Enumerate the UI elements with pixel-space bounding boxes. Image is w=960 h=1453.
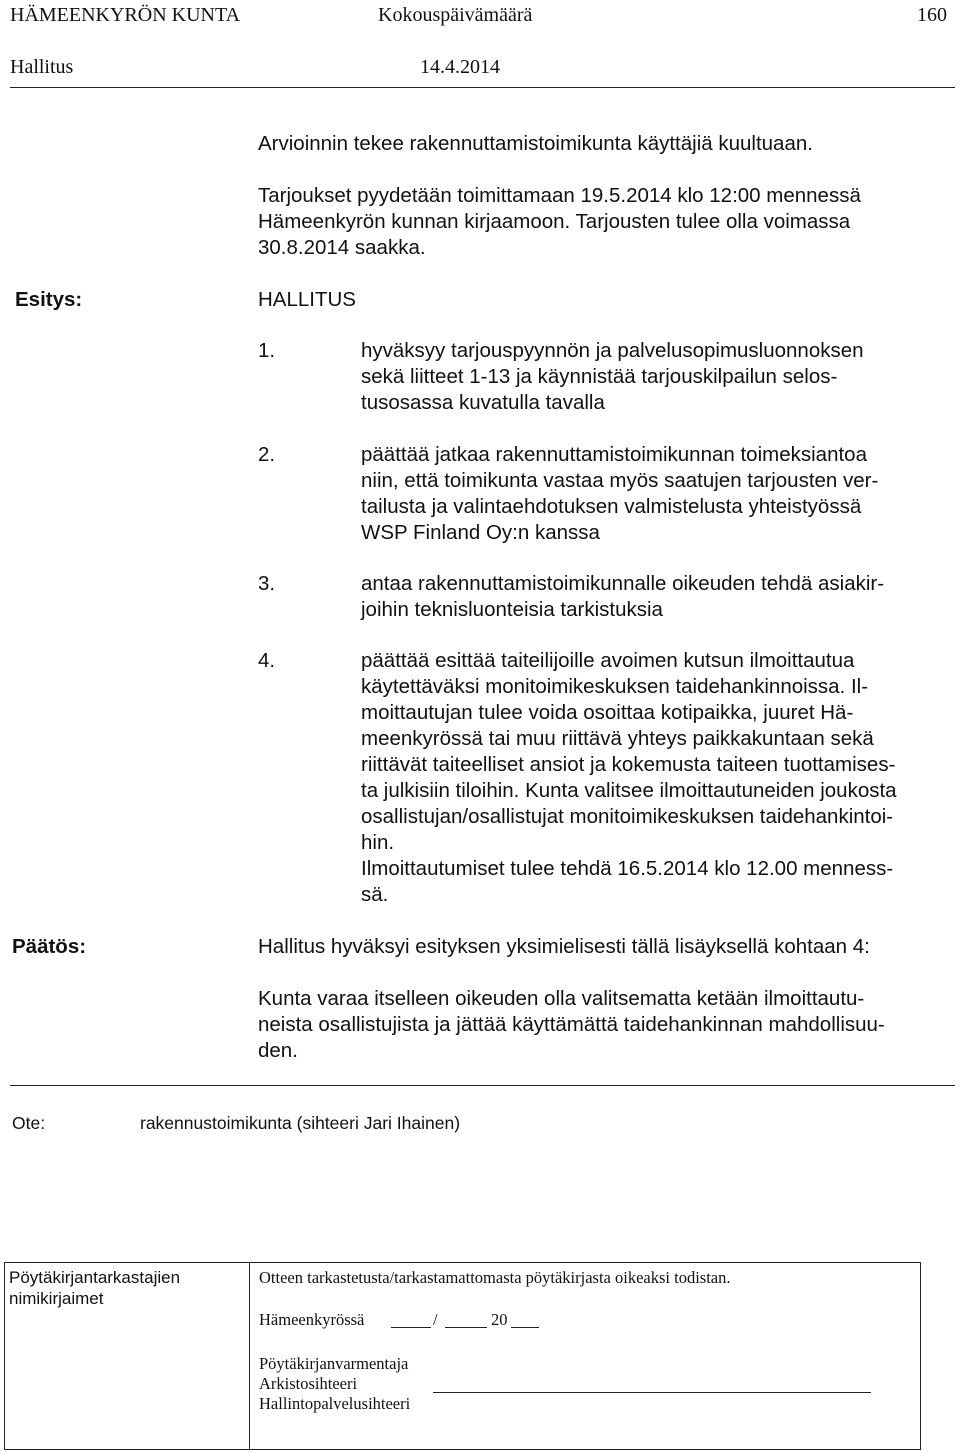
esitys-label: Esitys: [15, 288, 83, 311]
signing-place: Hämeenkyrössä [259, 1310, 365, 1329]
item-line: niin, että toimikunta vastaa myös saatujen tarjousten ver- [361, 469, 879, 492]
reviewers-initials-label [9, 1267, 180, 1309]
item-line: tailusta ja valintaehdotuksen valmistelusta yhteistyössä [361, 495, 862, 518]
paatos-line-3: neista osallistujista ja jättää käyttämättä taidehankinnan mahdollisuu- [258, 1013, 885, 1036]
ote-label: Ote: [12, 1113, 46, 1133]
item-line: ta julkisiin tiloihin. Kunta valitsee ilmoittautuneiden joukosta [361, 779, 897, 802]
meeting-date: 14.4.2014 [420, 56, 500, 78]
signature-line [433, 1392, 871, 1393]
item-line: päättää jatkaa rakennuttamistoimikunnan toimeksiantoa [361, 443, 867, 466]
signer-role: Arkistosihteeri [259, 1374, 358, 1393]
proposal-item-1 [361, 338, 864, 416]
certification-box-divider [249, 1263, 250, 1449]
item-number: 4. [258, 649, 276, 672]
item-number: 3. [258, 572, 276, 595]
month-blank-line [445, 1327, 487, 1328]
intro-line-3: Hämeenkyrön kunnan kirjaamoon. Tarjousten tulee olla voimassa [258, 210, 851, 233]
item-line: WSP Finland Oy:n kanssa [361, 521, 600, 544]
date-slash: / [433, 1310, 438, 1329]
intro-line-4: 30.8.2014 saakka. [258, 236, 426, 259]
ote-recipients: rakennustoimikunta (sihteeri Jari Ihainen) [140, 1113, 461, 1133]
item-line: riittävät taiteelliset ansiot ja kokemusta taiteen tuottamises- [361, 753, 896, 776]
intro-line-2: Tarjoukset pyydetään toimittamaan 19.5.2014 klo 12:00 mennessä [258, 184, 861, 207]
paatos-label: Päätös: [12, 935, 87, 958]
year-blank-line [511, 1327, 539, 1328]
year-prefix: 20 [491, 1310, 508, 1329]
signer-roles [259, 1354, 410, 1414]
certification-statement: Otteen tarkastetusta/tarkastamattomasta pöytäkirjasta oikeaksi todistan. [259, 1268, 731, 1287]
section-divider [10, 1085, 955, 1086]
esitys-heading: HALLITUS [258, 288, 356, 311]
proposal-item-4 [361, 648, 897, 908]
item-line: osallistujan/osallistujat monitoimikeskuksen taidehankintoi- [361, 805, 894, 828]
municipality-name: HÄMEENKYRÖN KUNTA [10, 4, 241, 26]
item-line: hyväksyy tarjouspyynnön ja palvelusopimusluonnoksen [361, 339, 864, 362]
reviewers-initials-line: Pöytäkirjantarkastajien [9, 1268, 181, 1287]
page-number: 160 [917, 4, 947, 26]
doc-type-label: Kokouspäivämäärä [378, 4, 533, 26]
item-number: 2. [258, 443, 276, 466]
item-line: sekä liitteet 1-13 ja käynnistää tarjouskilpailun selos- [361, 365, 838, 388]
meeting-body: Hallitus [10, 56, 74, 78]
proposal-item-3 [361, 571, 884, 623]
paatos-line-4: den. [258, 1039, 298, 1062]
header-divider [10, 87, 955, 88]
proposal-item-2 [361, 442, 878, 546]
item-number: 1. [258, 339, 276, 362]
signer-role: Pöytäkirjanvarmentaja [259, 1354, 409, 1373]
item-line: sä. [361, 883, 389, 906]
item-line: tusosassa kuvatulla tavalla [361, 391, 605, 414]
paatos-line-1: Hallitus hyväksyi esityksen yksimielisesti tällä lisäyksellä kohtaan 4: [258, 935, 870, 958]
paatos-line-2: Kunta varaa itselleen oikeuden olla valitsematta ketään ilmoittautu- [258, 987, 865, 1010]
reviewers-initials-line: nimikirjaimet [9, 1289, 104, 1308]
item-line: moittautujan tulee voida osoittaa kotipaikka, juuret Hä- [361, 701, 854, 724]
item-line: hin. [361, 831, 395, 854]
intro-line-1: Arvioinnin tekee rakennuttamistoimikunta käyttäjiä kuultuaan. [258, 132, 813, 155]
item-line: Ilmoittautumiset tulee tehdä 16.5.2014 klo 12.00 menness- [361, 857, 894, 880]
item-line: antaa rakennuttamistoimikunnalle oikeuden tehdä asiakir- [361, 572, 885, 595]
item-line: käytettäväksi monitoimikeskuksen taidehankinnoissa. Il- [361, 675, 869, 698]
signer-role: Hallintopalvelusihteeri [259, 1394, 411, 1413]
day-blank-line [391, 1327, 431, 1328]
certification-box [4, 1262, 921, 1450]
item-line: meenkyrössä tai muu riittävä yhteys paikkakuntaan sekä [361, 727, 874, 750]
item-line: joihin teknisluonteisia tarkistuksia [361, 598, 663, 621]
item-line: päättää esittää taiteilijoille avoimen kutsun ilmoittautua [361, 649, 855, 672]
